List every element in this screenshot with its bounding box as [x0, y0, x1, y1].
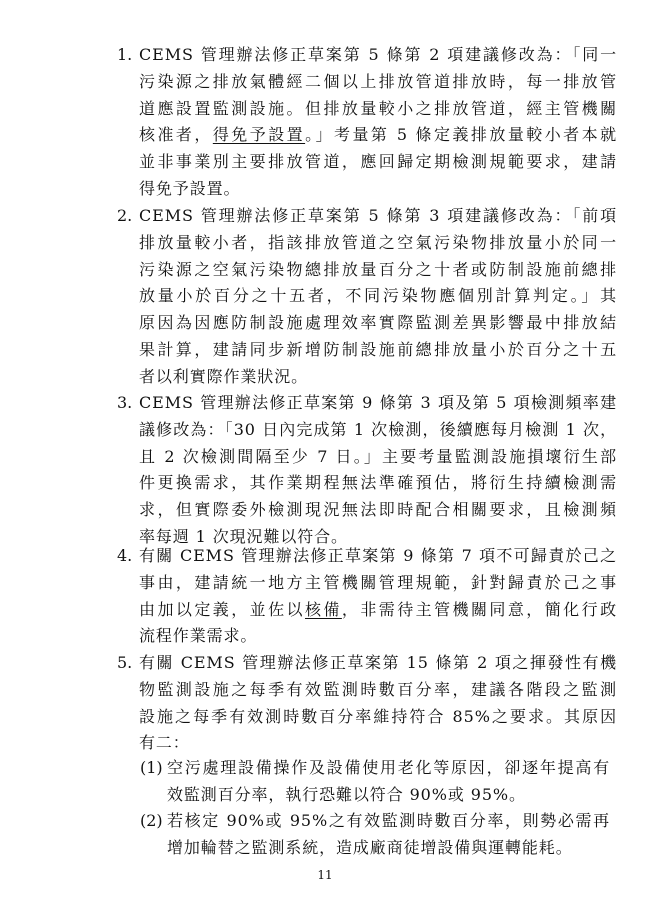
- text-line: 果計算，建請同步新增防制設施前總排放量小於百分之十五: [139, 340, 617, 359]
- text-segment: 核准者，: [139, 125, 213, 145]
- text-segment: 由加以定義，並佐以: [139, 599, 305, 619]
- text-line: 流程作業需求。: [139, 626, 258, 646]
- text-line: 物監測設施之每季有效監測時數百分率，建議各階段之監測: [139, 679, 617, 699]
- text-line: 有關 CEMS 管理辦法修正草案第 15 條第 2 項之揮發性有機: [139, 653, 617, 672]
- item-number: 4.: [117, 546, 133, 565]
- text-line: 放量小於百分之十五者，不同污染物應個別計算判定。」其: [139, 286, 617, 306]
- text-line: 議修改為：「30 日內完成第 1 次檢測，後續應每月檢測 1 次，: [139, 419, 617, 439]
- text-line: 率每週 1 次現況難以符合。: [139, 527, 348, 546]
- text-line: 道應設置監測設施。但排放量較小之排放管道，經主管機關: [139, 98, 617, 118]
- text-line: 污染源之空氣污染物總排放量百分之十者或防制設施前總排: [139, 259, 617, 279]
- item-number: 3.: [117, 393, 133, 412]
- text-segment: 。」考量第 5 條定義排放量較小者本就: [305, 125, 617, 145]
- text-line: 且 2 次檢測間隔至少 7 日。」主要考量監測設施損壞衍生部: [139, 446, 617, 466]
- text-line: 者以利實際作業狀況。: [139, 366, 309, 386]
- text-line: 空污處理設備操作及設備使用老化等原因，卻逐年提高有: [167, 758, 610, 777]
- text-line: CEMS 管理辦法修正草案第 5 條第 2 項建議修改為：「同一: [139, 45, 617, 64]
- text-line: CEMS 管理辦法修正草案第 5 條第 3 項建議修改為：「前項: [139, 206, 617, 225]
- text-line: 得免予設置。: [139, 179, 241, 198]
- text-line: 件更換需求，其作業期程無法準確預估，將衍生持續檢測需: [139, 473, 617, 493]
- text-line: [139, 597, 617, 624]
- text-line: [139, 122, 617, 149]
- text-line: 求，但實際委外檢測現況無法即時配合相關要求，且檢測頻: [139, 500, 617, 520]
- item-number: 5.: [117, 653, 133, 672]
- text-line: CEMS 管理辦法修正草案第 9 條第 3 項及第 5 項檢測頻率建: [139, 393, 617, 412]
- text-line: 污染源之排放氣體經二個以上排放管道排放時，每一排放管: [139, 71, 617, 91]
- page-number: 11: [317, 868, 333, 882]
- item-number: 2.: [117, 206, 133, 225]
- underlined-text: 核備: [304, 599, 342, 619]
- text-line: 有二：: [139, 733, 190, 753]
- text-line: 設施之每季有效測時數百分率維持符合 85%之要求。其原因: [139, 706, 617, 726]
- text-segment: ，非需待主管機關同意，簡化行政: [341, 599, 617, 619]
- text-line: 有關 CEMS 管理辦法修正草案第 9 條第 7 項不可歸責於己之: [139, 546, 617, 565]
- item-number: 1.: [117, 45, 133, 64]
- underlined-text: 得免予設置: [212, 125, 306, 145]
- text-line: 若核定 90%或 95%之有效監測時數百分率，則勢必需再: [167, 811, 610, 830]
- text-line: 事由，建請統一地方主管機關管理規範，針對歸責於己之事: [139, 572, 617, 592]
- text-line: 排放量較小者，指該排放管道之空氣污染物排放量小於同一: [139, 232, 617, 252]
- text-line: 原因為因應防制設施處理效率實際監測差異影響最中排放結: [139, 313, 617, 333]
- text-line: 並非事業別主要排放管道，應回歸定期檢測規範要求，建請: [139, 152, 617, 172]
- text-line: 效監測百分率，執行恐難以符合 90%或 95%。: [167, 784, 526, 804]
- text-line: 增加輪替之監測系統，造成廠商徒增設備與運轉能耗。: [167, 837, 573, 857]
- sub-item-number: (1): [140, 758, 163, 777]
- sub-item-number: (2): [140, 811, 163, 830]
